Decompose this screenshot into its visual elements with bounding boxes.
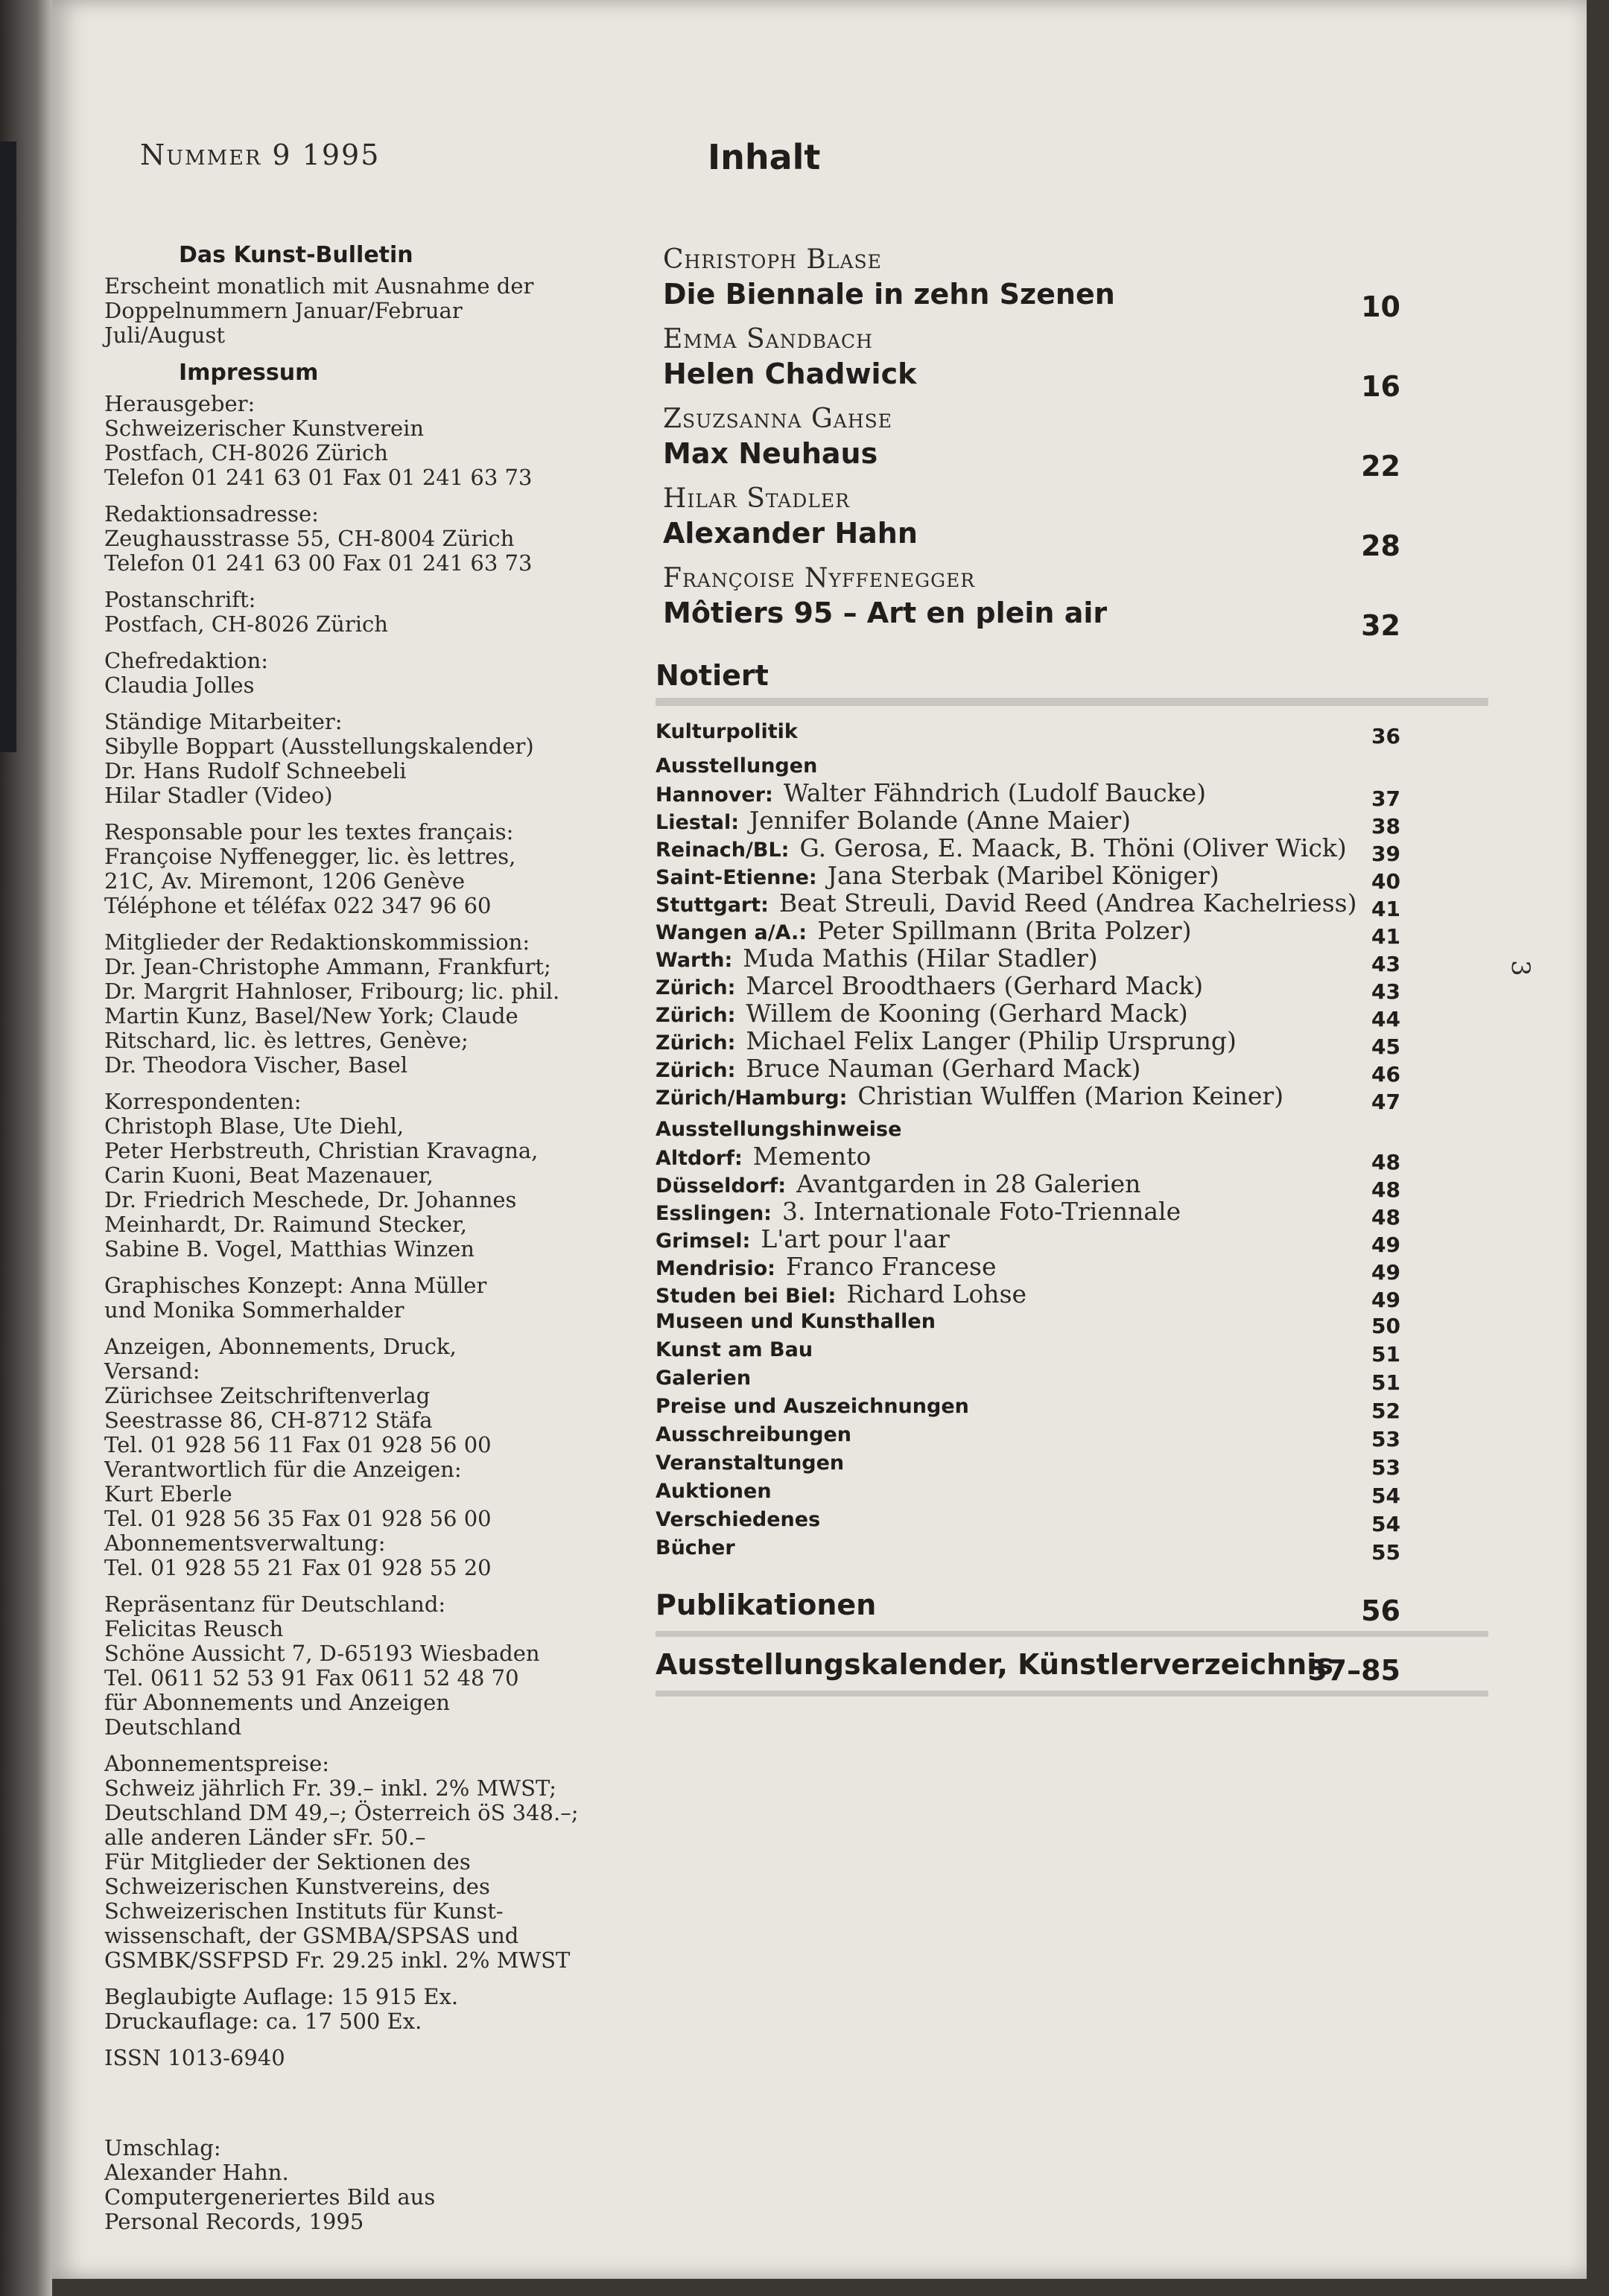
- table-of-contents: [648, 244, 1497, 1708]
- article-page: 32: [1361, 609, 1400, 642]
- article-page: 22: [1361, 450, 1400, 483]
- toc-section[interactable]: [648, 1421, 1497, 1449]
- entry-description: Jana Sterbak (Maribel Königer): [827, 861, 1219, 890]
- entry-page: 41: [1371, 897, 1400, 921]
- entry-city: Grimsel:: [656, 1230, 751, 1253]
- entry-city: Zürich/Hamburg:: [656, 1087, 848, 1110]
- entry-city: Saint-Etienne:: [656, 866, 817, 889]
- publication-name: Das Kunst-Bulletin: [179, 242, 413, 268]
- impressum-block: Responsable pour les textes français: Françoise Nyffenegger, lic. ès lettres, 21C, Av. Miremont, 1206 Genève Téléphone et téléfax 022 347 96 60: [104, 819, 516, 918]
- section-label: Ausstellungskalender, Künstlerverzeichnis: [656, 1648, 1333, 1681]
- entry-city: Esslingen:: [656, 1202, 772, 1225]
- exhibition-entry[interactable]: [648, 778, 1497, 811]
- toc-publikationen[interactable]: [648, 1582, 1497, 1628]
- impressum-block: Redaktionsadresse: Zeughausstrasse 55, CH-8004 Zürich Telefon 01 241 63 00 Fax 01 241 63 73: [104, 501, 533, 576]
- section-label: Preise und Auszeichnungen: [656, 1395, 969, 1418]
- entry-page: 46: [1371, 1062, 1400, 1087]
- impressum-block: Herausgeber: Schweizerischer Kunstverein Postfach, CH-8026 Zürich Telefon 01 241 63 01 Fax 01 241 63 73: [104, 391, 533, 490]
- entry-description: 3. Internationale Foto-Triennale: [781, 1197, 1181, 1226]
- entry-description: Richard Lohse: [846, 1279, 1027, 1308]
- publication-frequency: Erscheint monatlich mit Ausnahme der Doppelnummern Januar/Februar Juli/August: [104, 273, 534, 348]
- entry-page: 39: [1371, 842, 1400, 866]
- hinweis-entry[interactable]: [648, 1197, 1497, 1230]
- hinweis-entry[interactable]: [648, 1169, 1497, 1202]
- hinweis-entry[interactable]: [648, 1279, 1497, 1312]
- hinweise-heading: Ausstellungshinweise: [656, 1118, 902, 1141]
- ausstellungen-heading: Ausstellungen: [656, 754, 818, 777]
- toc-article[interactable]: [648, 563, 1497, 643]
- article-title: Max Neuhaus: [663, 437, 878, 470]
- section-label: Galerien: [656, 1367, 752, 1390]
- hinweis-entry[interactable]: [648, 1224, 1497, 1257]
- entry-city: Reinach/BL:: [656, 839, 790, 862]
- impressum-block: Postanschrift: Postfach, CH-8026 Zürich: [104, 587, 388, 637]
- section-label: Veranstaltungen: [656, 1451, 845, 1475]
- issue-number: Nummer 9 1995: [140, 139, 381, 171]
- ausstellungen-list: [648, 778, 1497, 1114]
- entry-page: 49: [1371, 1233, 1400, 1257]
- article-page: 16: [1361, 370, 1400, 403]
- article-page: 28: [1361, 530, 1400, 562]
- article-title: Alexander Hahn: [663, 517, 918, 550]
- entry-page: 41: [1371, 924, 1400, 949]
- entry-description: Bruce Nauman (Gerhard Mack): [746, 1054, 1141, 1083]
- article-author: Zsuzsanna Gahse: [663, 404, 892, 434]
- entry-description: Michael Felix Langer (Philip Ursprung): [746, 1026, 1237, 1055]
- article-author: Emma Sandbach: [663, 324, 873, 354]
- toc-section[interactable]: [648, 1478, 1497, 1506]
- page-number: 3: [1505, 960, 1535, 976]
- toc-section[interactable]: [648, 1364, 1497, 1393]
- toc-article[interactable]: [648, 244, 1497, 324]
- section-page: 53: [1371, 1455, 1400, 1480]
- article-page: 10: [1361, 290, 1400, 323]
- article-title: Die Biennale in zehn Szenen: [663, 278, 1115, 311]
- entry-page: 44: [1371, 1007, 1400, 1031]
- cover-credit: Umschlag: Alexander Hahn. Computergeneriertes Bild aus Personal Records, 1995: [104, 2135, 436, 2234]
- exhibition-entry[interactable]: [648, 916, 1497, 949]
- section-label: Kunst am Bau: [656, 1338, 813, 1361]
- article-title: Môtiers 95 – Art en plein air: [663, 597, 1108, 629]
- entry-description: Muda Mathis (Hilar Stadler): [743, 944, 1098, 973]
- entry-city: Mendrisio:: [656, 1257, 775, 1280]
- section-label: Verschiedenes: [656, 1508, 821, 1531]
- section-page: 36: [1371, 724, 1400, 748]
- section-rule: [656, 698, 1488, 706]
- entry-city: Stuttgart:: [656, 894, 769, 917]
- section-label: Museen und Kunsthallen: [656, 1310, 936, 1333]
- exhibition-entry[interactable]: [648, 833, 1497, 866]
- exhibition-entry[interactable]: [648, 1081, 1497, 1114]
- section-page: 57–85: [1307, 1654, 1400, 1687]
- previous-page-edge: [0, 141, 16, 752]
- article-author: Christoph Blase: [663, 244, 882, 275]
- entry-city: Hannover:: [656, 783, 773, 807]
- impressum-heading: Impressum: [179, 360, 319, 386]
- entry-city: Düsseldorf:: [656, 1174, 787, 1198]
- entry-description: L'art pour l'aar: [761, 1224, 950, 1253]
- impressum-block: Korrespondenten: Christoph Blase, Ute Diehl, Peter Herbstreuth, Christian Kravagna, Carin Kuoni, Beat Mazenauer, Dr. Friedrich Meschede, Dr. Johannes Meinhardt, Dr. Raimund Stecker, Sabine B. Vogel, Matthias Winzen: [104, 1089, 539, 1262]
- exhibition-entry[interactable]: [648, 888, 1497, 921]
- section-page: 51: [1371, 1342, 1400, 1367]
- impressum-block: Repräsentanz für Deutschland: Felicitas Reusch Schöne Aussicht 7, D-65193 Wiesbaden Tel. 0611 52 53 91 Fax 0611 52 48 70 für Abonnements und Anzeigen Deutschland: [104, 1591, 540, 1740]
- exhibition-entry[interactable]: [648, 971, 1497, 1004]
- entry-description: Peter Spillmann (Brita Polzer): [817, 916, 1192, 945]
- section-page: 52: [1371, 1399, 1400, 1423]
- entry-city: Wangen a/A.:: [656, 921, 807, 944]
- section-page: 54: [1371, 1484, 1400, 1508]
- article-author: Hilar Stadler: [663, 483, 850, 514]
- toc-article[interactable]: [648, 324, 1497, 404]
- section-label: Publikationen: [656, 1589, 877, 1621]
- article-author: Françoise Nyffenegger: [663, 563, 976, 594]
- hinweis-entry[interactable]: [648, 1142, 1497, 1174]
- entry-description: G. Gerosa, E. Maack, B. Thöni (Oliver Wick): [799, 833, 1347, 862]
- page-title: Inhalt: [708, 137, 821, 177]
- entry-city: Zürich:: [656, 976, 736, 999]
- exhibition-entry[interactable]: [648, 944, 1497, 976]
- entry-city: Altdorf:: [656, 1147, 743, 1170]
- impressum-block: Beglaubigte Auflage: 15 915 Ex. Druckauflage: ca. 17 500 Ex.: [104, 1984, 459, 2034]
- entry-description: Jennifer Bolande (Anne Maier): [749, 806, 1132, 835]
- entry-page: 48: [1371, 1177, 1400, 1202]
- entry-page: 48: [1371, 1150, 1400, 1174]
- entry-page: 45: [1371, 1034, 1400, 1059]
- entry-city: Zürich:: [656, 1004, 736, 1027]
- entry-city: Liestal:: [656, 811, 740, 834]
- impressum-block: ISSN 1013-6940: [104, 2045, 285, 2070]
- impressum-column: [104, 242, 581, 2246]
- entry-page: 49: [1371, 1260, 1400, 1285]
- entry-description: Beat Streuli, David Reed (Andrea Kachelriess): [778, 888, 1357, 918]
- entry-page: 47: [1371, 1090, 1400, 1114]
- section-label: Ausschreibungen: [656, 1423, 851, 1446]
- section-page: 54: [1371, 1512, 1400, 1536]
- entry-page: 38: [1371, 814, 1400, 839]
- entry-description: Avantgarden in 28 Galerien: [796, 1169, 1141, 1198]
- notiert-heading: Notiert: [656, 659, 769, 692]
- section-page: 51: [1371, 1370, 1400, 1395]
- toc-article[interactable]: [648, 483, 1497, 563]
- entry-city: Studen bei Biel:: [656, 1285, 837, 1308]
- impressum-block: Anzeigen, Abonnements, Druck, Versand: Zürichsee Zeitschriftenverlag Seestrasse 86, CH-8712 Stäfa Tel. 01 928 56 11 Fax 01 928 56 00 Verantwortlich für die Anzeigen: Kurt Eberle Tel. 01 928 56 35 Fax 01 928 56 00 Abonnementsverwaltung: Tel. 01 928 55 21 Fax 01 928 55 20: [104, 1334, 492, 1580]
- entry-page: 40: [1371, 869, 1400, 894]
- entry-city: Zürich:: [656, 1031, 736, 1055]
- entry-description: Christian Wulffen (Marion Keiner): [857, 1081, 1284, 1110]
- section-label: Kulturpolitik: [656, 720, 798, 743]
- section-list: [648, 1308, 1497, 1565]
- toc-article[interactable]: [648, 404, 1497, 483]
- section-page: 50: [1371, 1314, 1400, 1338]
- entry-page: 48: [1371, 1205, 1400, 1230]
- entry-description: Willem de Kooning (Gerhard Mack): [746, 999, 1188, 1028]
- article-title: Helen Chadwick: [663, 357, 917, 390]
- impressum-block: Graphisches Konzept: Anna Müller und Monika Sommerhalder: [104, 1273, 487, 1323]
- entry-description: Memento: [752, 1142, 872, 1171]
- section-page: 53: [1371, 1427, 1400, 1451]
- toc-section[interactable]: [648, 1534, 1497, 1565]
- impressum-block: Abonnementspreise: Schweiz jährlich Fr. 39.– inkl. 2% MWST; Deutschland DM 49,–; Österreich öS 348.–; alle anderen Länder sFr. 50.– Für Mitglieder der Sektionen des Schweizerischen Kunstvereins, des Schweizerischen Instituts für Kunst- wissenschaft, der GSMBA/SPSAS und GSMBK/SSFPSD Fr. 29.25 inkl. 2% MWST: [104, 1751, 579, 1973]
- toc-section[interactable]: [648, 1336, 1497, 1367]
- exhibition-entry[interactable]: [648, 1054, 1497, 1087]
- toc-section-kulturpolitik[interactable]: [648, 718, 1497, 746]
- exhibition-entry[interactable]: [648, 999, 1497, 1031]
- entry-page: 43: [1371, 952, 1400, 976]
- impressum-block: Mitglieder der Redaktionskommission: Dr. Jean-Christophe Ammann, Frankfurt; Dr. Margrit Hahnloser, Fribourg; lic. phil. Martin Kunz, Basel/New York; Claude Ritschard, lic. ès lettres, Genève; Dr. Theodora Vischer, Basel: [104, 929, 560, 1078]
- impressum-block: Chefredaktion: Claudia Jolles: [104, 648, 269, 698]
- entry-city: Warth:: [656, 949, 733, 972]
- exhibition-entry[interactable]: [648, 806, 1497, 839]
- exhibition-entry[interactable]: [648, 1026, 1497, 1059]
- entry-description: Walter Fähndrich (Ludolf Baucke): [783, 778, 1207, 807]
- entry-page: 49: [1371, 1288, 1400, 1312]
- entry-description: Franco Francese: [785, 1252, 997, 1281]
- hinweis-entry[interactable]: [648, 1252, 1497, 1285]
- entry-city: Zürich:: [656, 1059, 736, 1082]
- impressum-block: Ständige Mitarbeiter: Sibylle Boppart (Ausstellungskalender) Dr. Hans Rudolf Schneebeli Hilar Stadler (Video): [104, 709, 534, 808]
- toc-section[interactable]: [648, 1449, 1497, 1478]
- exhibition-entry[interactable]: [648, 861, 1497, 894]
- toc-section[interactable]: [648, 1308, 1497, 1336]
- section-label: Bücher: [656, 1536, 735, 1559]
- toc-kalender[interactable]: [648, 1641, 1497, 1688]
- toc-section[interactable]: [648, 1393, 1497, 1421]
- entry-page: 37: [1371, 786, 1400, 811]
- section-label: Auktionen: [656, 1480, 772, 1503]
- entry-page: 43: [1371, 979, 1400, 1004]
- entry-description: Marcel Broodthaers (Gerhard Mack): [746, 971, 1204, 1000]
- section-page: 56: [1361, 1594, 1400, 1627]
- hinweise-list: [648, 1142, 1497, 1312]
- section-page: 55: [1371, 1540, 1400, 1565]
- toc-section[interactable]: [648, 1506, 1497, 1534]
